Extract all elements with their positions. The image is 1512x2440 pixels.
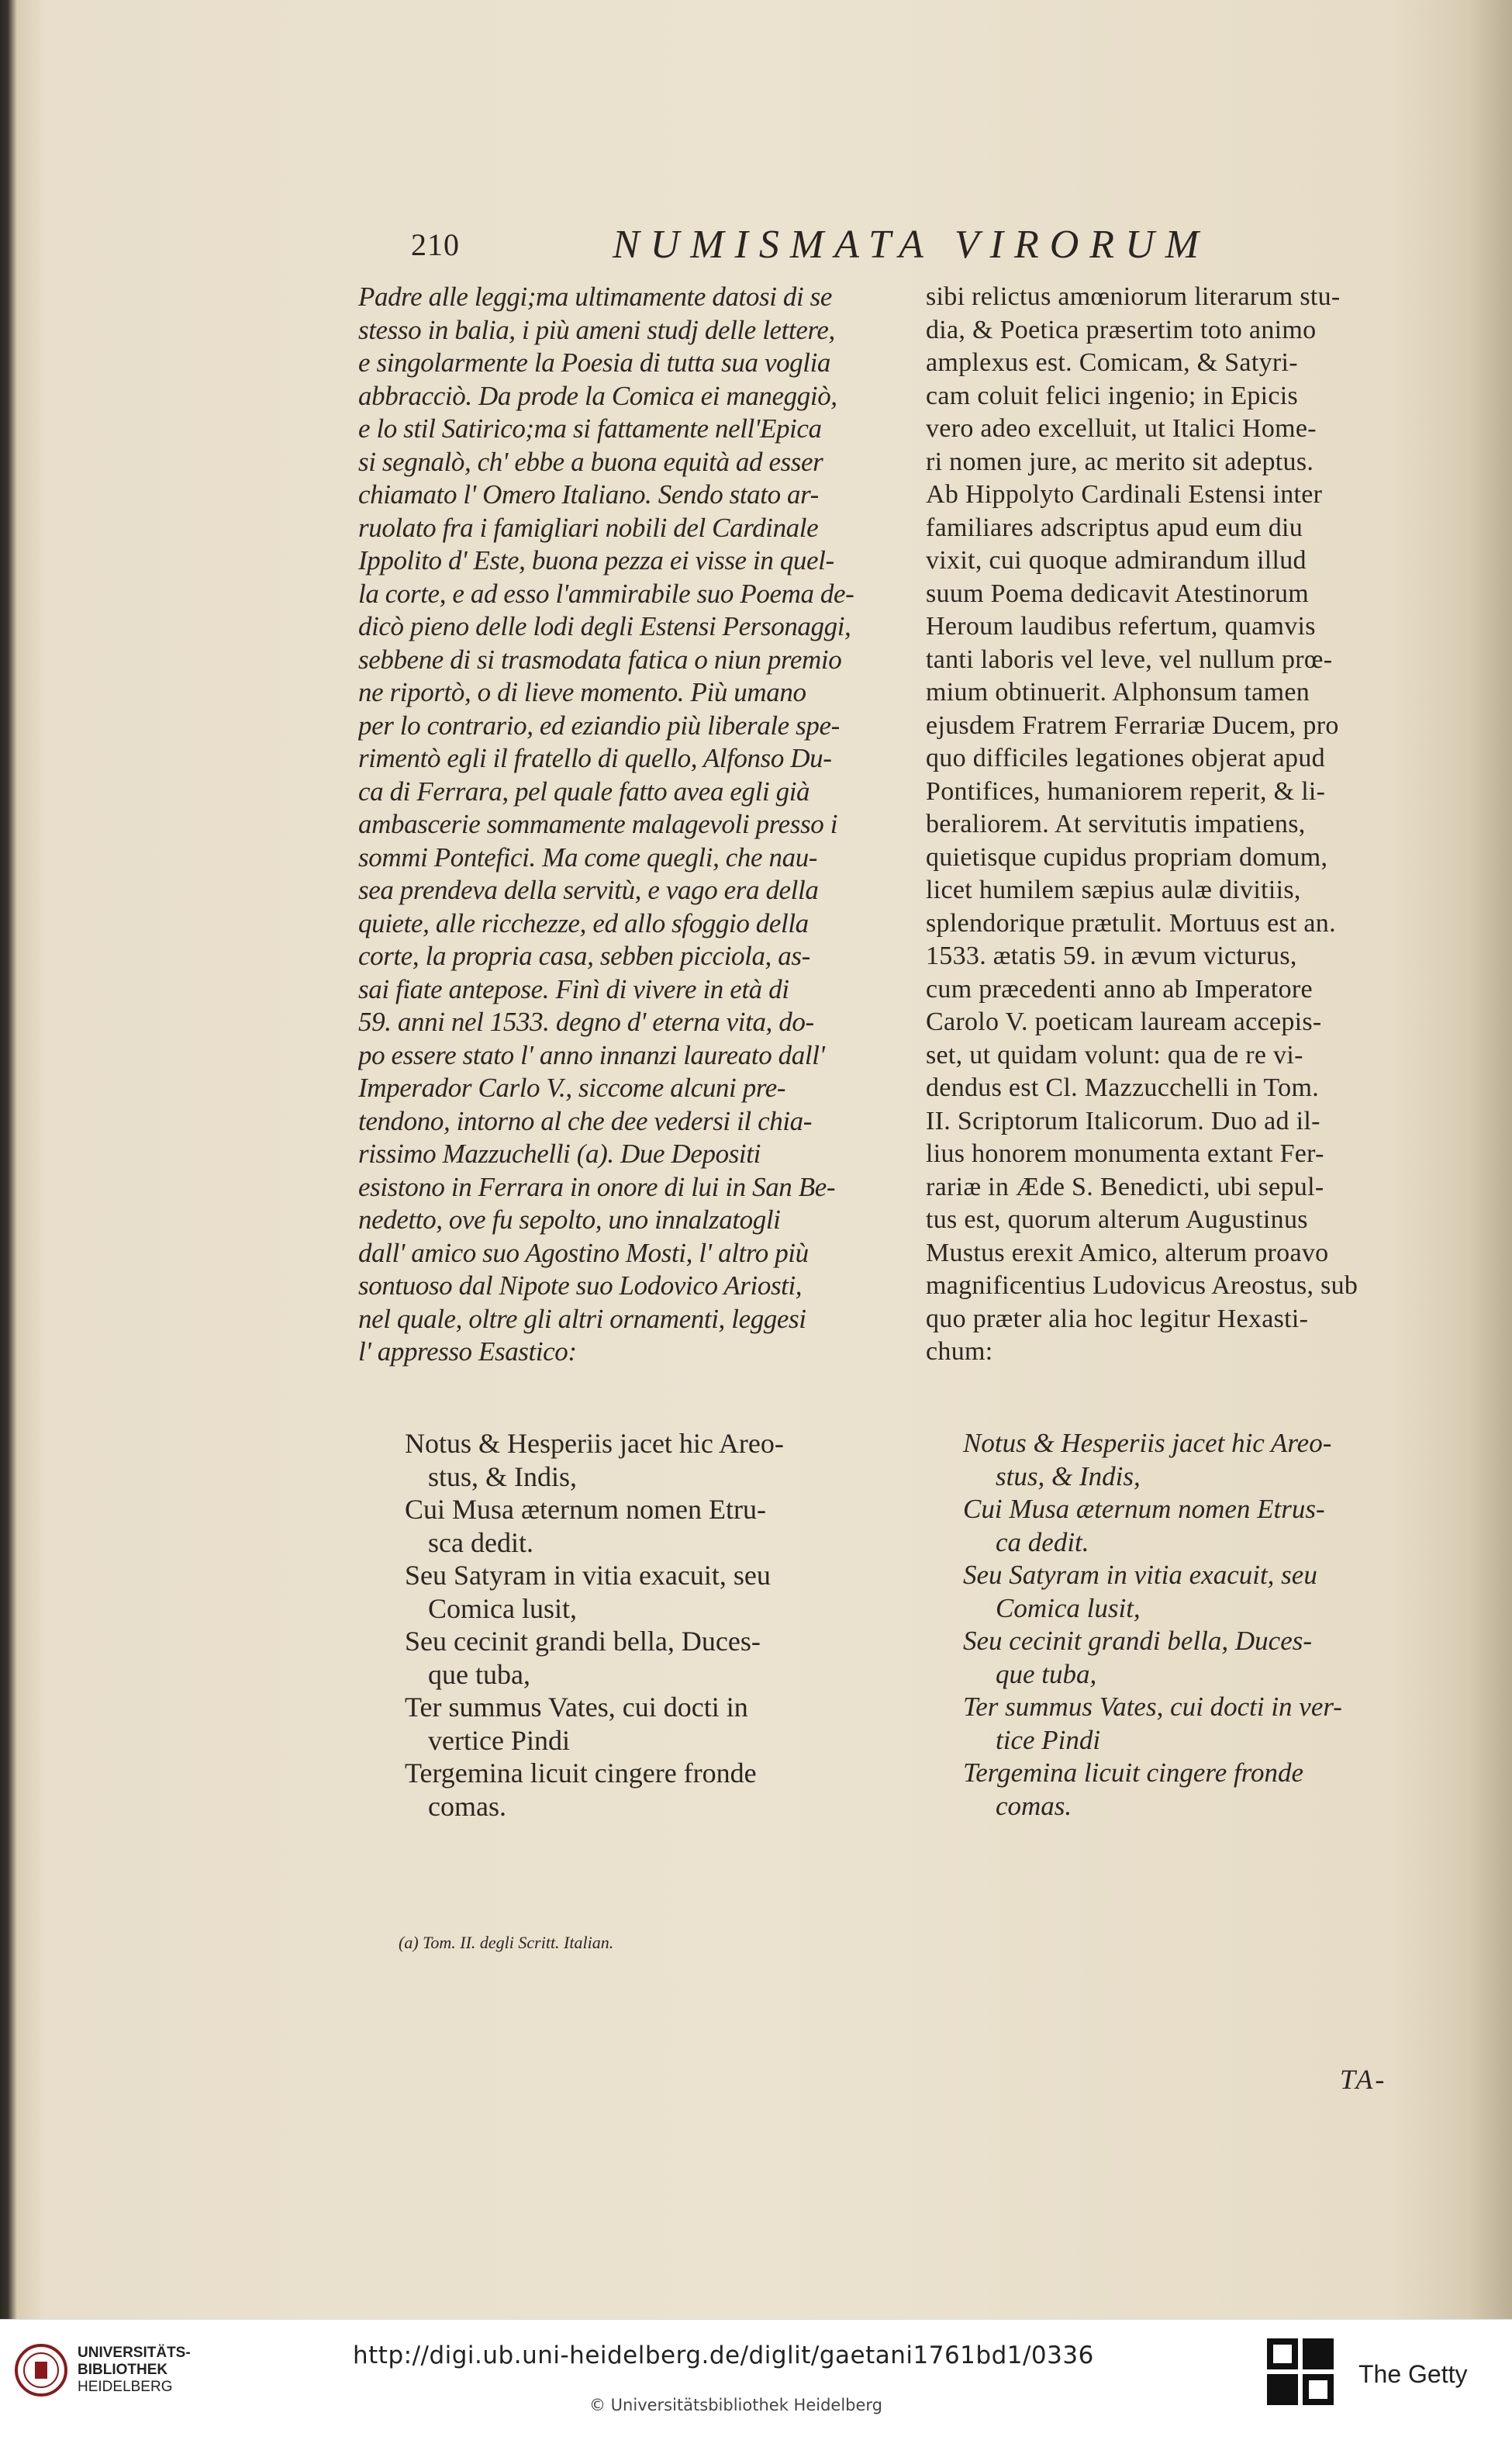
text-line: suum Poema dedicavit Atestinorum [926,579,1310,608]
verse-line: Cui Musa æternum nomen Etru- [405,1494,766,1525]
text-line: ne riportò, o di lieve momento. Più umano [358,677,806,707]
text-line: quo præter alia hoc legitur Hexasti- [926,1304,1309,1333]
text-line: tendono, intorno al che dee vedersi il chia- [358,1105,813,1136]
text-line: rimentò egli il fratello di quello, Alfonso Du- [358,743,832,773]
verse-line: sca dedit. [428,1526,533,1558]
text-line: magnificentius Ludovicus Areostus, sub [926,1271,1358,1300]
getty-logo-icon [1265,2337,1335,2414]
text-line: sebbene di si trasmodata fatica o niun premio [358,644,842,675]
text-line: sea prendeva della servitù, e vago era della [358,875,819,905]
verse-line: tice Pindi [996,1724,1101,1755]
text-line: la corte, e ad esso l'ammirabile suo Poema de- [358,578,854,609]
text-line: ri nomen jure, ac merito sit adeptus. [926,447,1314,476]
text-line: ambascerie sommamente malagevoli presso i [358,809,838,839]
text-line: abbracciò. Da prode la Comica ei maneggiò, [358,380,837,411]
verse-line: que tuba, [996,1658,1097,1689]
text-line: 1533. ætatis 59. in ævum victurus, [926,942,1297,970]
verse-line: Notus & Hesperiis jacet hic Areo- [405,1428,784,1459]
text-line: II. Scriptorum Italicorum. Duo ad il- [926,1106,1320,1135]
verse-line: stus, & Indis, [428,1460,578,1492]
text-line: tanti laboris vel leve, vel nullum prœ- [926,645,1333,674]
verse-line: vertice Pindi [428,1724,570,1756]
verse-line: Seu Satyram in vitia exacuit, seu [963,1560,1317,1590]
text-line: dendus est Cl. Mazzucchelli in Tom. [926,1073,1320,1102]
text-line: Imperador Carlo V., siccome alcuni pre- [358,1073,786,1103]
text-line: dia, & Poetica præsertim toto animo [926,315,1317,344]
text-line: Carolo V. poeticam lauream accepis- [926,1007,1322,1036]
verse-line: comas. [428,1790,506,1822]
text-line: cum præcedenti anno ab Imperatore [926,974,1313,1004]
text-line: si segnalò, ch' ebbe a buona equità ad esser [358,446,823,477]
verse-line: Ter summus Vates, cui docti in [405,1692,748,1723]
text-line: per lo contrario, ed eziandio più liberale spe- [358,710,840,741]
text-line: e lo stil Satirico;ma si fattamente nell'Epica [358,413,822,444]
verse-line: Ter summus Vates, cui docti in ver- [963,1692,1342,1722]
verse-line: Notus & Hesperiis jacet hic Areo- [963,1428,1332,1458]
text-line: e singolarmente la Poesia di tutta sua voglia [358,347,831,378]
latin-verse-block [926,1427,1461,1823]
text-line: mium obtinuerit. Alphonsum tamen [926,678,1310,707]
verse-line: Comica lusit, [428,1592,577,1624]
text-line: esistono in Ferrara in onore di lui in San Be- [358,1171,836,1202]
text-line: dicò pieno delle lodi degli Estensi Personaggi, [358,611,851,641]
institution-line-1: UNIVERSITÄTS- [78,2345,191,2361]
text-line: quiete, alle ricchezze, ed allo sfoggio della [358,907,809,938]
text-line: beraliorem. At servitutis impatiens, [926,810,1306,838]
verse-line: Seu cecinit grandi bella, Duces- [405,1626,761,1657]
text-line: Ippolito d' Este, buona pezza ei visse in quel- [358,545,834,575]
text-line: po essere stato l' anno innanzi laureato dall' [358,1039,825,1070]
text-line: corte, la propria casa, sebben picciola, as- [358,941,810,971]
text-line: Mustus erexit Amico, alterum proavo [926,1238,1329,1267]
text-line: ruolato fra i famigliari nobili del Cardinale [358,512,819,543]
copyright-notice: © Universitätsbibliothek Heidelberg [589,2396,883,2414]
text-line: familiares adscriptus apud eum diu [926,513,1303,542]
verse-line: Cui Musa æternum nomen Etrus- [963,1494,1325,1524]
text-line: sontuoso dal Nipote suo Lodovico Ariosti, [358,1270,803,1301]
text-line: rissimo Mazzuchelli (a). Due Depositi [358,1139,761,1169]
text-line: vixit, cui quoque admirandum illud [926,546,1307,575]
text-line: Pontifices, humaniorem reperit, & li- [926,776,1326,806]
text-line: sai fiate antepose. Finì di vivere in età di [358,973,789,1004]
text-line: set, ut quidam volunt: qua de re vi- [926,1040,1303,1070]
text-line: ejusdem Fratrem Ferrariæ Ducem, pro [926,710,1339,740]
text-line: lius honorem monumenta extant Fer- [926,1139,1324,1168]
text-line: ca di Ferrara, pel quale fatto avea egli già [358,776,810,807]
text-line: sibi relictus amœniorum literarum stu- [926,282,1341,311]
university-seal-icon [14,2343,68,2397]
verse-line: Tergemina licuit cingere fronde [963,1757,1304,1788]
text-line: sommi Pontefici. Ma come quegli, che nau- [358,842,818,873]
catchword: TA- [1340,2064,1387,2095]
text-line: chiamato l' Omero Italiano. Sendo stato ar- [358,479,819,510]
text-line: rariæ in Æde S. Benedicti, ubi sepul- [926,1172,1324,1201]
running-title: NUMISMATA VIRORUM [613,223,1210,267]
text-line: stesso in balia, i più ameni studj delle lettere, [358,314,835,345]
text-line: quo difficiles legationes objerat apud [926,744,1325,772]
latin-text-column [926,281,1461,1369]
text-line: dall' amico suo Agostino Mosti, l' altro più [358,1237,809,1268]
verse-line: Tergemina licuit cingere fronde [405,1757,757,1789]
permalink-url[interactable]: http://digi.ub.uni-heidelberg.de/diglit/gaetani1761bd1/0336 [353,2342,1094,2369]
verse-line: ca dedit. [996,1526,1089,1557]
text-line: Ab Hippolyto Cardinali Estensi inter [926,480,1323,509]
italian-text-column [358,281,901,1369]
italian-verse-block [358,1427,901,1823]
text-line: chum: [926,1337,993,1366]
text-line: 59. anni nel 1533. degno d' eterna vita, do- [358,1007,814,1037]
text-line: quietisque cupidus propriam domum, [926,842,1328,872]
page-number: 210 [411,227,460,262]
institution-line-3: HEIDELBERG [78,2379,173,2395]
verse-line: Seu Satyram in vitia exacuit, seu [405,1560,771,1591]
text-line: l' appresso Esastico: [358,1336,577,1367]
running-head [0,223,1512,273]
text-line: amplexus est. Comicam, & Satyri- [926,348,1298,377]
verse-line: stus, & Indis, [996,1460,1141,1491]
text-line: nedetto, ove fu sepolto, uno innalzatogli [358,1204,781,1235]
text-line: licet humilem sæpius aulæ divitiis, [926,876,1301,904]
text-line: vero adeo excelluit, ut Italici Home- [926,414,1317,443]
institution-name [78,2345,191,2396]
partner-name: The Getty [1358,2360,1468,2388]
text-line: nel quale, oltre gli altri ornamenti, leggesi [358,1303,806,1334]
verse-line: que tuba, [428,1658,530,1690]
verse-line: Seu cecinit grandi bella, Duces- [963,1626,1313,1656]
text-line: Padre alle leggi;ma ultimamente datosi di se [358,282,832,312]
text-line: splendorique prætulit. Mortuus est an. [926,908,1336,938]
text-line: Heroum laudibus refertum, quamvis [926,612,1316,641]
viewer-footer [0,2319,1512,2440]
text-line: tus est, quorum alterum Augustinus [926,1205,1308,1234]
footnote: (a) Tom. II. degli Scritt. Italian. [399,1933,614,1952]
verse-line: comas. [996,1790,1072,1821]
text-line: cam coluit felici ingenio; in Epicis [926,381,1299,410]
verse-line: Comica lusit, [996,1592,1141,1623]
institution-line-2: BIBLIOTHEK [78,2362,168,2378]
